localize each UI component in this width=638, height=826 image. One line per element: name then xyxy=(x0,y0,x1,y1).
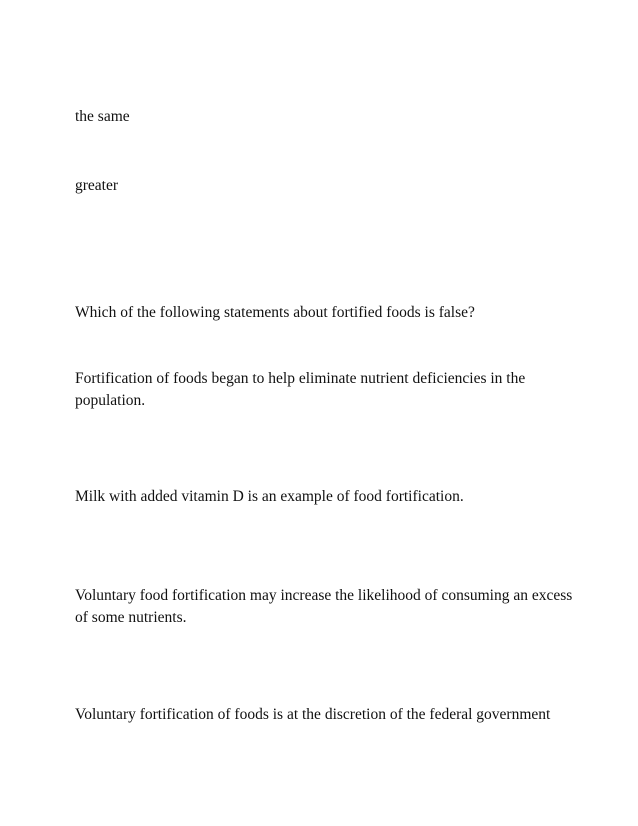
answer-option: Voluntary fortification of foods is at the discretion of the federal government xyxy=(75,706,551,723)
previous-option-the-same: the same xyxy=(75,108,130,125)
previous-option-greater: greater xyxy=(75,177,119,194)
answer-option: Fortification of foods began to help eliminate nutrient deficiencies in the population. xyxy=(75,370,526,409)
answer-option: Voluntary food fortification may increase the likelihood of consuming an excess of some nutrients. xyxy=(75,587,573,626)
answer-option: Milk with added vitamin D is an example of food fortification. xyxy=(75,488,464,505)
question-text: Which of the following statements about fortified foods is false? xyxy=(75,304,475,321)
